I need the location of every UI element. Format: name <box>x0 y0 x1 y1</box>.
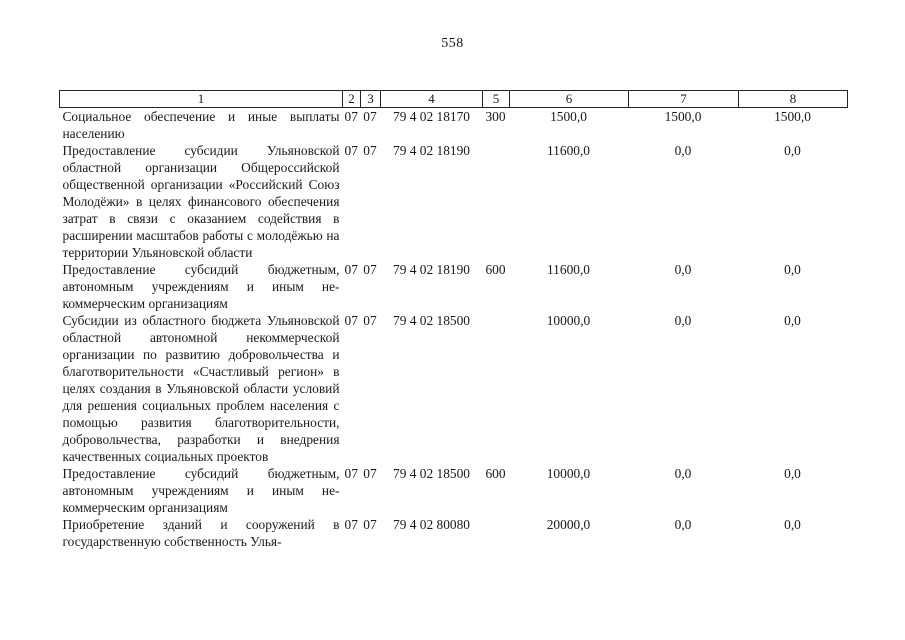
row-target-article: 79 4 02 80080 <box>393 517 470 532</box>
budget-table <box>59 90 848 550</box>
row-amount-3: 0,0 <box>784 313 801 328</box>
row-amount-1: 11600,0 <box>546 143 591 158</box>
row-section: 07 <box>344 143 358 158</box>
table-row <box>60 261 848 312</box>
column-header-3: 3 <box>361 91 381 108</box>
row-name: Приобретение зданий и сооружений в государственную собственность Улья- <box>62 517 340 549</box>
row-subsection: 07 <box>363 262 377 277</box>
row-amount-2: 0,0 <box>674 313 692 328</box>
row-target-article: 79 4 02 18500 <box>393 466 470 481</box>
table-row <box>60 516 848 550</box>
row-amount-2: 0,0 <box>674 466 692 481</box>
row-amount-3: 1500,0 <box>774 109 811 124</box>
row-subsection: 07 <box>363 466 377 481</box>
page-number: 558 <box>441 36 464 51</box>
row-amount-3: 0,0 <box>784 466 801 481</box>
row-section: 07 <box>344 313 358 328</box>
column-header-6: 6 <box>510 91 629 108</box>
row-expense-type: 600 <box>485 262 506 277</box>
row-amount-1: 10000,0 <box>546 466 591 481</box>
column-header-7: 7 <box>629 91 739 108</box>
column-header-5: 5 <box>483 91 510 108</box>
row-expense-type <box>483 312 510 465</box>
row-section: 07 <box>344 109 358 124</box>
column-header-8: 8 <box>739 91 848 108</box>
row-amount-2: 0,0 <box>674 143 692 158</box>
row-target-article: 79 4 02 18170 <box>393 109 470 124</box>
row-expense-type <box>483 142 510 261</box>
table-row <box>60 312 848 465</box>
row-section: 07 <box>344 466 358 481</box>
row-target-article: 79 4 02 18190 <box>393 143 470 158</box>
column-header-1: 1 <box>60 91 343 108</box>
row-section: 07 <box>344 262 358 277</box>
row-amount-3: 0,0 <box>784 262 801 277</box>
table-row <box>60 142 848 261</box>
row-amount-1: 10000,0 <box>546 313 591 328</box>
row-section: 07 <box>344 517 358 532</box>
table-row <box>60 108 848 143</box>
row-subsection: 07 <box>363 109 377 124</box>
row-name: Предоставление субсидий бюджетным, автономным учреждениям и иным некоммерческим организациям <box>62 262 340 311</box>
table-row <box>60 465 848 516</box>
row-expense-type: 600 <box>485 466 506 481</box>
row-amount-2: 0,0 <box>674 517 692 532</box>
column-header-2: 2 <box>343 91 361 108</box>
row-name: Субсидии из областного бюджета Ульяновской областной автономной некоммерческой организации по развитию добровольчества и благотворительности «Счастливый регион» в целях создания в Ульяновской области условий для решения социальных проблем населения с помощью развития благотворительности, добровольчества, разработки и внедрения качественных социальных проектов <box>62 313 340 464</box>
row-subsection: 07 <box>363 517 377 532</box>
table-header-row <box>60 91 848 108</box>
row-name: Предоставление субсидии Ульяновской областной организации Общероссийской общественной организации «Российский Союз Молодёжи» в целях финансового обеспечения затрат в связи с оказанием содействия в расширении масштабов работы с молодёжью на территории Ульяновской области <box>62 143 340 260</box>
row-expense-type <box>483 516 510 550</box>
row-amount-3: 0,0 <box>784 517 801 532</box>
row-subsection: 07 <box>363 143 377 158</box>
row-amount-2: 0,0 <box>674 262 692 277</box>
column-header-4: 4 <box>381 91 483 108</box>
row-name: Предоставление субсидий бюджетным, автономным учреждениям и иным некоммерческим организациям <box>62 466 340 515</box>
row-amount-2: 1500,0 <box>664 109 702 124</box>
row-amount-3: 0,0 <box>784 143 801 158</box>
row-subsection: 07 <box>363 313 377 328</box>
row-target-article: 79 4 02 18500 <box>393 313 470 328</box>
row-name: Социальное обеспечение и иные выплаты населению <box>62 109 340 141</box>
row-amount-1: 1500,0 <box>550 109 587 124</box>
row-target-article: 79 4 02 18190 <box>393 262 470 277</box>
row-amount-1: 11600,0 <box>546 262 591 277</box>
row-amount-1: 20000,0 <box>546 517 591 532</box>
row-expense-type: 300 <box>485 109 506 124</box>
